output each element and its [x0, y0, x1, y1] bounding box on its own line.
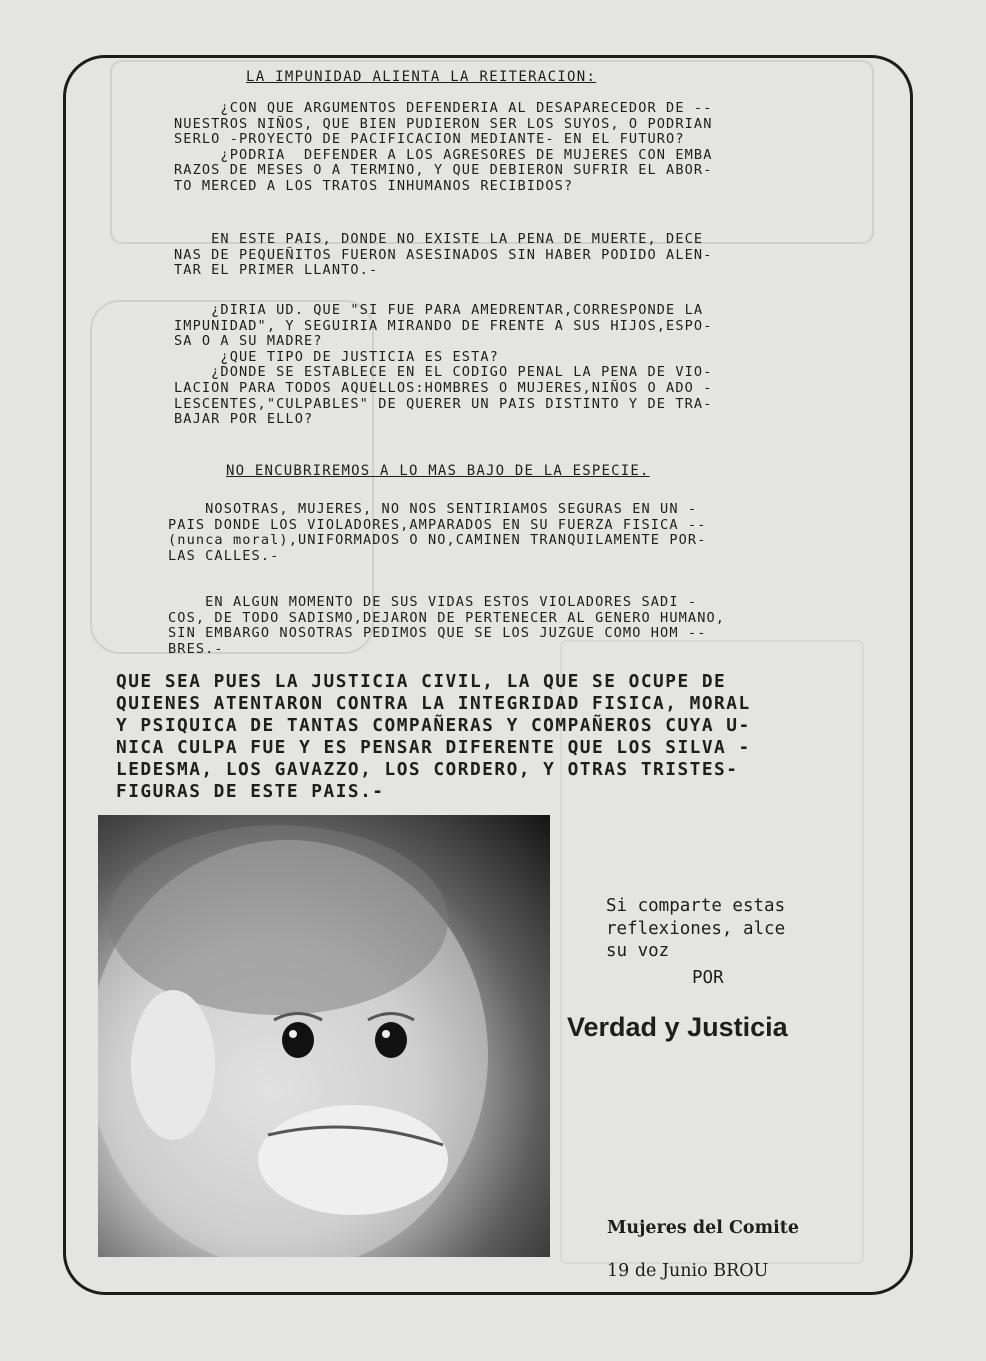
bold-statement: QUE SEA PUES LA JUSTICIA CIVIL, LA QUE SE OCUPE DE QUIENES ATENTARON CONTRA LA INTEGRIDAD FISICA, MORAL Y PSIQUICA DE TANTAS COMPAÑERAS Y COMPAÑEROS CUYA U- NICA CULPA FUE Y ES PENSAR DIFERENTE QUE LOS SILVA - LEDESMA, LOS GAVAZZO, LOS CORDERO, Y OTRAS TRISTES- FIGURAS DE ESTE PAIS.- [116, 671, 751, 802]
paragraph-death-penalty: EN ESTE PAIS, DONDE NO EXISTE LA PENA DE MUERTE, DECE NAS DE PEQUEÑITOS FUERON ASESINADOS SIN HABER PODIDO ALEN- TAR EL PRIMER LLANTO.- [174, 231, 713, 279]
section-subtitle: NO ENCUBRIREMOS A LO MAS BAJO DE LA ESPECIE. [226, 463, 650, 479]
por-label: POR [692, 968, 724, 988]
signature-group: Mujeres del Comite [607, 1218, 799, 1238]
signature-date: 19 de Junio BROU [607, 1261, 769, 1281]
paragraph-women: NOSOTRAS, MUJERES, NO NOS SENTIRIAMOS SEGURAS EN UN - PAIS DONDE LOS VIOLADORES,AMPARADOS EN SU FUERZA FISICA -- (nunca moral),UNIFORMADOS O NO,CAMINEN TRANQUILAMENTE POR- LAS CALLES.- [168, 501, 707, 564]
tagline-text: Si comparte estas reflexiones, alce su voz [606, 896, 786, 961]
paragraph-violators: EN ALGUN MOMENTO DE SUS VIDAS ESTOS VIOLADORES SADI - COS, DE TODO SADISMO,DEJARON DE PERTENECER AL GENERO HUMANO, SIN EMBARGO NOSOTRAS PEDIMOS QUE SE LOS JUZGUE COMO HOM -- BRES.- [168, 594, 726, 657]
paragraph-arguments: ¿CON QUE ARGUMENTOS DEFENDERIA AL DESAPARECEDOR DE -- NUESTROS NIÑOS, QUE BIEN PUDIERON SER LOS SUYOS, O PODRIAN SERLO -PROYECTO DE PACIFICACION MEDIANTE- EN EL FUTURO? ¿PODRIA DEFENDER A LOS AGRESORES DE MUJERES CON EMBA RAZOS DE MESES O A TERMINO, Y QUE DEBIERON SUFRIR EL ABOR- TO MERCED A LOS TRATOS INHUMANOS RECIBIDOS? [174, 100, 713, 194]
baby-photo [98, 815, 550, 1257]
page-title: LA IMPUNIDAD ALIENTA LA REITERACION: [246, 69, 597, 85]
slogan-heading: Verdad y Justicia [567, 1012, 788, 1042]
paragraph-questions: ¿DIRIA UD. QUE "SI FUE PARA AMEDRENTAR,CORRESPONDE LA IMPUNIDAD", Y SEGUIRIA MIRANDO DE FRENTE A SUS HIJOS,ESPO- SA O A SU MADRE? ¿QUE TIPO DE JUSTICIA ES ESTA? ¿DONDE SE ESTABLECE EN EL CODIGO PENAL LA PENA DE VIO- LACION PARA TODOS AQUELLOS:HOMBRES O MUJERES,NIÑOS O ADO - LESCENTES,"CULPABLES" DE QUERER UN PAIS DISTINTO Y DE TRA- BAJAR POR ELLO? [174, 302, 713, 428]
